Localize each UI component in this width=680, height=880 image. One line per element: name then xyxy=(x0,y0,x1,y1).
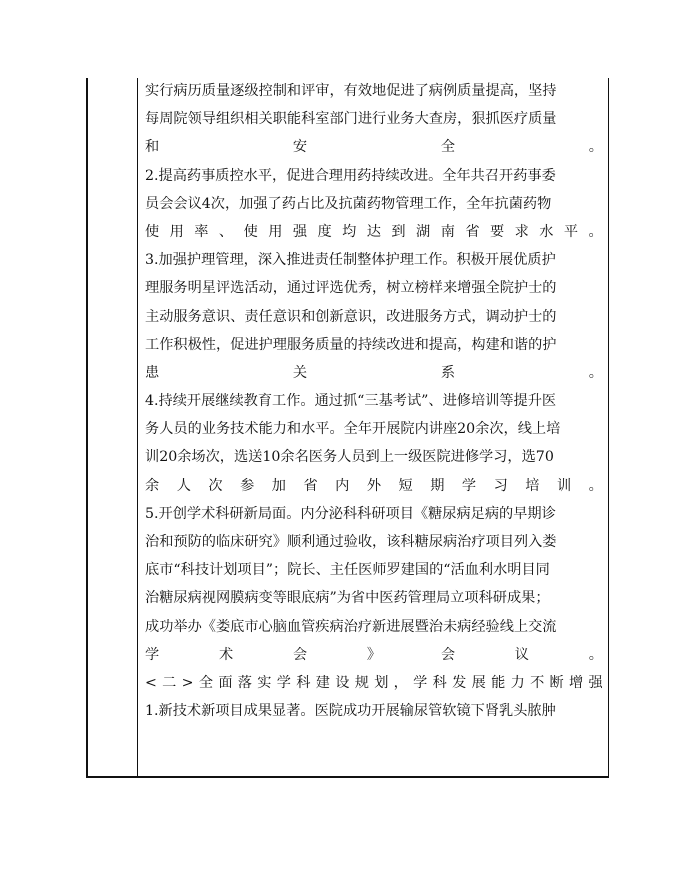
text-fragment: > xyxy=(181,674,194,691)
text-fragment: 展 xyxy=(471,674,486,691)
text-fragment: 安 xyxy=(292,139,308,156)
text-line: 员会会议4次，加强了药占比及抗菌药物管理工作，全年抗菌药物 xyxy=(145,195,552,212)
text-fragment: 。 xyxy=(588,223,603,240)
text-fragment: 科 xyxy=(432,674,447,691)
text-fragment: 会 xyxy=(440,646,456,663)
text-fragment: 次 xyxy=(208,477,223,494)
text-fragment: 。 xyxy=(588,477,603,494)
text-fragment: 。 xyxy=(588,646,603,663)
text-fragment: 求 xyxy=(514,223,529,240)
text-fragment: 人 xyxy=(176,477,191,494)
text-fragment: 学 xyxy=(413,674,428,691)
text-fragment: 不 xyxy=(530,674,545,691)
text-fragment: 断 xyxy=(549,674,564,691)
text-fragment: 全 xyxy=(440,139,456,156)
text-fragment: 力 xyxy=(510,674,525,691)
text-line: 5.开创学术科研新局面。内分泌科科研项目《糖尿病足病的早期诊 xyxy=(145,505,556,522)
text-fragment: 关 xyxy=(292,364,308,381)
text-fragment: 、 xyxy=(218,223,234,240)
text-fragment: 面 xyxy=(218,674,233,691)
text-line: 3.加强护理管理，深入推进责任制整体护理工作。积极开展优质护 xyxy=(145,252,556,269)
text-fragment: 南 xyxy=(440,223,455,240)
text-fragment: 使 xyxy=(145,223,160,240)
text-fragment: 发 xyxy=(452,674,467,691)
text-fragment: 全 xyxy=(198,674,214,691)
text-fragment: 二 xyxy=(162,674,177,691)
text-line: 成功举办《娄底市心脑血管疾病治疗新进展暨治未病经验线上交流 xyxy=(145,618,557,635)
text-fragment: 水 xyxy=(539,223,554,240)
text-fragment: 使 xyxy=(243,223,258,240)
text-fragment: 术 xyxy=(218,646,234,663)
text-fragment: ， xyxy=(393,674,408,691)
text-fragment: 率 xyxy=(194,223,209,240)
text-fragment: 系 xyxy=(440,364,456,381)
text-line: 治和预防的临床研究》顺利通过验收，该科糖尿病治疗项目列入娄 xyxy=(145,534,557,550)
text-fragment: 和 xyxy=(145,139,160,156)
text-line: 4.持续开展继续教育工作。通过抓“三基考试”、进修培训等提升医 xyxy=(145,393,557,410)
text-line: 治糖尿病视网膜病变等眼底病”为省中医药管理局立项科研成果； xyxy=(145,590,550,607)
text-line-spread xyxy=(145,359,603,387)
text-fragment: 议 xyxy=(514,646,529,663)
text-fragment: 期 xyxy=(430,477,445,494)
table-right-border xyxy=(608,78,609,778)
text-line: 2.提高药事质控水平，促进合理用药持续改进。全年共召开药事委 xyxy=(145,167,556,184)
text-line: 主动服务意识、责任意识和创新意识，改进服务方式，调动护士的 xyxy=(145,308,557,325)
text-fragment: 学 xyxy=(461,477,477,494)
text-fragment: 到 xyxy=(391,223,406,240)
table-column-divider xyxy=(137,78,138,778)
text-fragment: < xyxy=(145,674,157,691)
text-fragment: 实 xyxy=(257,674,272,691)
text-line: 1.新技术新项目成果显著。医院成功开展输尿管软镜下肾乳头脓肿 xyxy=(145,703,556,720)
text-fragment: 增 xyxy=(569,674,584,691)
text-line: 工作积极性，促进护理服务质量的持续改进和提高，构建和谐的护 xyxy=(145,336,557,353)
text-fragment: 科 xyxy=(296,674,311,691)
text-line-spread xyxy=(145,218,603,246)
text-fragment: 强 xyxy=(292,223,308,240)
text-fragment: 用 xyxy=(169,223,184,240)
text-fragment: 建 xyxy=(315,674,330,691)
text-fragment: 划 xyxy=(374,674,389,691)
text-fragment: 短 xyxy=(398,477,413,494)
text-fragment: 余 xyxy=(145,477,160,494)
text-fragment: 外 xyxy=(366,477,382,494)
text-fragment: 要 xyxy=(489,223,505,240)
text-fragment: 会 xyxy=(292,646,308,663)
text-fragment: 患 xyxy=(145,364,160,381)
text-fragment: 加 xyxy=(271,477,286,494)
text-fragment: 学 xyxy=(145,646,160,663)
table-bottom-border xyxy=(86,776,609,778)
text-line: 每周院领导组织相关职能科室部门进行业务大查房，狠抓医疗质量 xyxy=(145,111,557,128)
text-fragment: 参 xyxy=(240,477,255,494)
text-fragment: 强 xyxy=(588,674,603,691)
text-fragment: 习 xyxy=(493,477,508,494)
text-line-spread xyxy=(145,472,603,500)
report-body-text xyxy=(145,77,603,725)
text-fragment: 》 xyxy=(366,646,382,663)
text-line: 训20余场次，选送10余名医务人员到上一级医院进修学习，选70 xyxy=(145,449,554,466)
text-fragment: 培 xyxy=(525,477,540,494)
text-fragment: 设 xyxy=(335,674,350,691)
table-left-border xyxy=(86,78,88,778)
text-line: 务人员的业务技术能力和水平。全年开展院内讲座20余次，线上培 xyxy=(145,421,561,438)
text-line: 底市“科技计划项目”；院长、主任医师罗建国的“活血利水明目同 xyxy=(145,562,550,579)
text-fragment: 省 xyxy=(303,477,318,494)
text-fragment: 内 xyxy=(335,477,350,494)
text-line-spread xyxy=(145,641,603,669)
text-fragment: 训 xyxy=(556,477,572,494)
text-line-spread xyxy=(145,133,603,161)
text-fragment: 。 xyxy=(588,139,603,156)
text-fragment: 湖 xyxy=(416,223,431,240)
text-fragment: 。 xyxy=(588,364,603,381)
text-fragment: 度 xyxy=(317,223,332,240)
text-fragment: 落 xyxy=(237,674,252,691)
text-fragment: 均 xyxy=(342,223,357,240)
text-fragment: 学 xyxy=(276,674,291,691)
text-fragment: 平 xyxy=(563,223,579,240)
text-line: 实行病历质量逐级控制和评审，有效地促进了病例质量提高，坚持 xyxy=(145,83,557,99)
text-fragment: 能 xyxy=(491,674,506,691)
text-line: 理服务明星评选活动，通过评选优秀，树立榜样来增强全院护士的 xyxy=(145,280,557,297)
text-fragment: 省 xyxy=(465,223,480,240)
text-line-spread xyxy=(145,669,603,697)
text-fragment: 达 xyxy=(366,223,381,240)
text-fragment: 用 xyxy=(268,223,283,240)
text-fragment: 规 xyxy=(354,674,369,691)
